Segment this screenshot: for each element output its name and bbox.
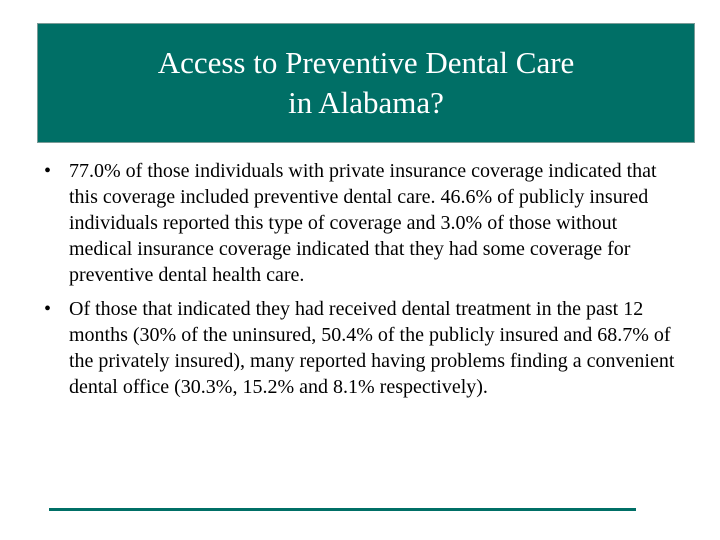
bullet-text: 77.0% of those individuals with private insurance coverage indicated that this coverage included preventive dental care. 46.6% of publicly insured individuals reported this type of coverage and 3.0% of those without medical insurance coverage indicated that they had some coverage for preventive dental health care. <box>69 160 657 286</box>
bullet-dot-icon: • <box>44 298 52 320</box>
slide-title-line-1: Access to Preventive Dental Care <box>157 45 575 80</box>
bullet-item-dental-treatment <box>44 296 684 400</box>
bullet-list <box>44 158 684 408</box>
bullet-dot-icon: • <box>44 160 52 182</box>
bullet-text: Of those that indicated they had received dental treatment in the past 12 months (30% of the uninsured, 50.4% of the publicly insured and 68.7% of the privately insured), many reported having problems finding a convenient dental office (30.3%, 15.2% and 8.1% respectively). <box>69 298 675 398</box>
slide-title-line-2: in Alabama? <box>288 85 444 120</box>
bottom-divider <box>49 508 636 511</box>
bullet-item-private-insurance <box>44 158 684 288</box>
title-banner <box>37 23 695 143</box>
